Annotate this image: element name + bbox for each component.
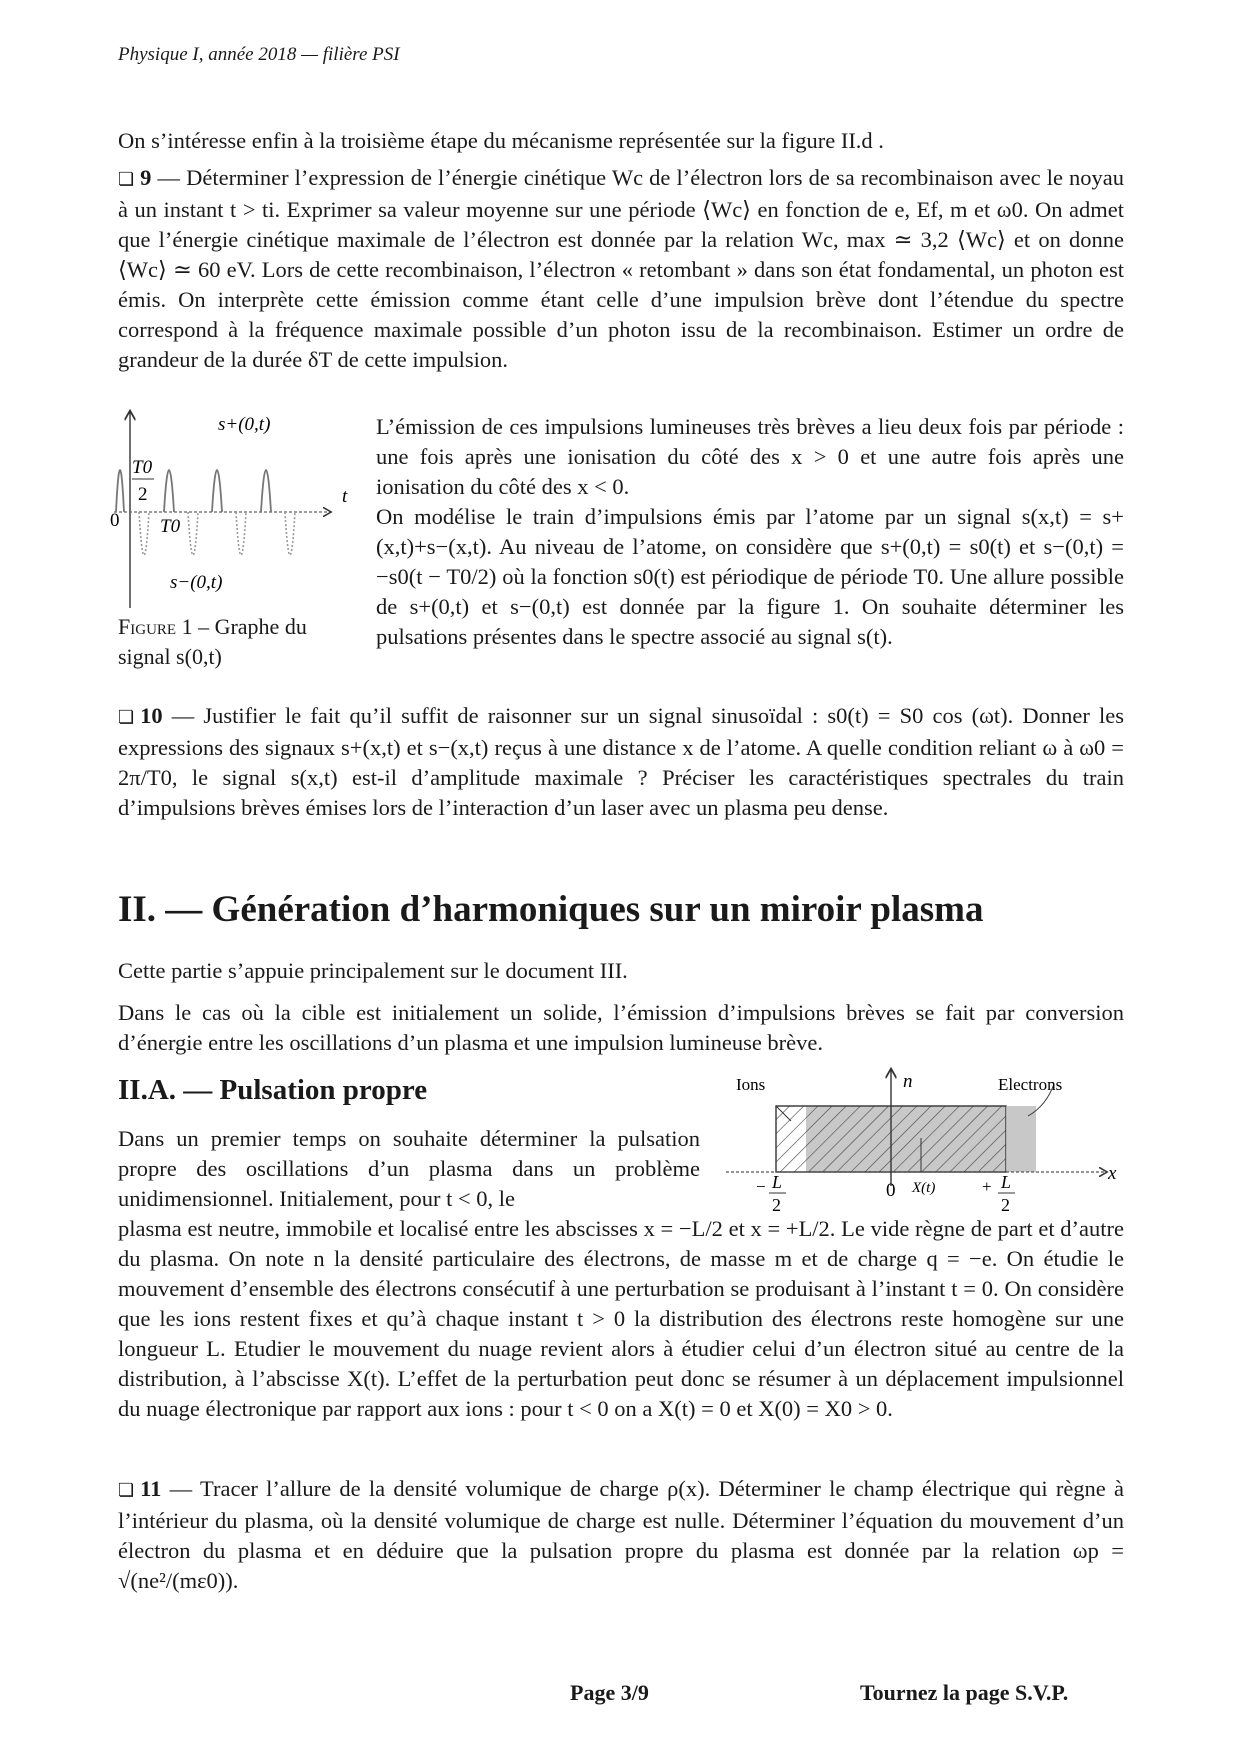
caption-label: Figure 1 (118, 614, 193, 639)
label-electrons: Electrons (998, 1075, 1063, 1094)
label-t0-half-den: 2 (138, 484, 148, 505)
question-10 (118, 701, 1124, 823)
label-origin: 0 (886, 1180, 896, 1201)
side-paragraph-2: On modélise le train d’impulsions émis par l’atome par un signal s(x,t) = s+(x,t)+s−(x,t). Au niveau de l’atome, on considère que s+(0,t) = s0(t) et s−(0,t) = −s0(t − T0/2) où la fonction s0(t) est périodique de période T0. Une allure possible de s+(0,t) et s−(0,t) est donnée par la figure 1. On souhaite déterminer les pulsations présentes dans le spectre associé au signal s(t). (376, 504, 1124, 649)
label-t: t (342, 486, 348, 507)
question-11-dash: — (169, 1476, 193, 1501)
subsection-a-text-wrap: Dans un premier temps on souhaite déterminer la pulsation propre des oscillations d’un plasma dans un problème unidimensionnel. Initialement, pour t < 0, le (118, 1126, 700, 1211)
figure-1-signal-graph (110, 408, 360, 613)
question-9 (118, 163, 1124, 375)
question-9-dash: — (157, 165, 180, 190)
label-minus: − (756, 1177, 766, 1196)
section-2-intro-2: Dans le cas où la cible est initialement un solide, l’émission d’impulsions brèves se fait par conversion d’énergie entre les oscillations d’un plasma et une impulsion lumineuse brève. (118, 1000, 1124, 1055)
checkbox-icon: ❏ (118, 1480, 135, 1501)
label-origin: 0 (110, 510, 120, 531)
label-L-left: L (772, 1172, 783, 1192)
question-11 (118, 1474, 1124, 1596)
figure-plasma-diagram (716, 1066, 1126, 1216)
question-9-text: Déterminer l’expression de l’énergie cinétique Wc de l’électron lors de sa recombinaison avec le noyau à un instant t > ti. Exprimer sa valeur moyenne sur une période ⟨Wc⟩ en fonction de e, Ef, m et ω0. On admet que l’énergie cinétique maximale de l’électron est donnée par la relation Wc, max ≃ 3,2 ⟨Wc⟩ et on donne ⟨Wc⟩ ≃ 60 eV. Lors de cette recombinaison, l’électron « retombant » dans son état fondamental, un photon est émis. On interprète cette émission comme étant celle d’une impulsion brève dont l’étendue du spectre correspond à la fréquence maximale possible d’un photon issu de la recombinaison. Estimer un ordre de grandeur de la durée δT de cette impulsion. (118, 165, 1125, 372)
caption-text: – Graphe du signal s(0,t) (118, 614, 307, 669)
electron-excess (1006, 1106, 1036, 1172)
checkbox-icon: ❏ (118, 707, 135, 728)
label-2-right: 2 (1001, 1195, 1010, 1215)
label-2-left: 2 (772, 1195, 781, 1215)
turn-page-note: Tournez la page S.V.P. (860, 1680, 1069, 1705)
question-10-number: 10 (140, 703, 163, 728)
question-10-text: Justifier le fait qu’il suffit de raisonner sur un signal sinusoïdal : s0(t) = S0 cos (ωt). Donner les expressions des signaux s+(x,t) et s−(x,t) reçus à une distance x de l’atome. A quelle condition reliant ω à ω0 = 2π/T0, le signal s(x,t) est-il d’amplitude maximale ? Préciser les caractéristiques spectrales du train d’impulsions brèves émises lors de l’interaction d’un laser avec un plasma peu dense. (118, 703, 1125, 820)
page-number: Page 3/9 (570, 1680, 649, 1705)
section-2-title: II. — Génération d’harmoniques sur un miroir plasma (118, 889, 984, 930)
section-2-intro-1: Cette partie s’appuie principalement sur le document III. (118, 958, 628, 983)
subsection-a-title: II.A. — Pulsation propre (118, 1074, 428, 1106)
subsection-a-text-full: plasma est neutre, immobile et localisé entre les abscisses x = −L/2 et x = +L/2. Le vide règne de part et d’autre du plasma. On note n la densité particulaire des électrons, de masse m et de charge q = −e. On étudie le mouvement d’ensemble des électrons consécutif à une perturbation se produisant à l’instant t = 0. On considère que les ions restent fixes et qu’à chaque instant t > 0 la distribution des électrons reste homogène sur une longueur L. Etudier le mouvement du nuage revient alors à étudier celui d’un électron situé au centre de la distribution, à l’abscisse X(t). L’effet de la perturbation peut donc se résumer à un déplacement impulsionnel du nuage électronique par rapport aux ions : pour t < 0 on a X(t) = 0 et X(0) = X0 > 0. (118, 1216, 1124, 1421)
label-t0-half-num: T0 (132, 457, 153, 478)
question-11-number: 11 (140, 1476, 162, 1501)
label-x: x (1108, 1163, 1117, 1184)
label-ions: Ions (736, 1075, 766, 1094)
question-9-number: 9 (140, 165, 152, 190)
intro-paragraph: On s’intéresse enfin à la troisième étape du mécanisme représentée sur la figure II.d . (118, 128, 884, 153)
label-splus: s+(0,t) (218, 414, 271, 435)
label-plus: + (982, 1177, 992, 1196)
question-11-text: Tracer l’allure de la densité volumique de charge ρ(x). Déterminer le champ électrique qui règne à l’intérieur du plasma, où la densité volumique de charge est nulle. Déterminer l’équation du mouvement d’un électron du plasma et en déduire que la pulsation propre du plasma est donnée par la relation ωp = √(ne²/(mε0)). (118, 1476, 1125, 1593)
label-n: n (903, 1071, 913, 1092)
question-10-dash: — (171, 703, 195, 728)
label-X-t: X(t) (912, 1180, 936, 1196)
label-L-right: L (1001, 1172, 1012, 1192)
label-t0: T0 (160, 516, 181, 537)
checkbox-icon: ❏ (118, 169, 135, 190)
figure-1-caption (118, 612, 358, 672)
page-header: Physique I, année 2018 — filière PSI (118, 44, 400, 65)
label-sminus: s−(0,t) (170, 572, 223, 593)
side-paragraph-1: L’émission de ces impulsions lumineuses très brèves a lieu deux fois par période : une fois après une ionisation du côté des x > 0 et une autre fois après une ionisation du côté des x < 0. (376, 414, 1124, 499)
